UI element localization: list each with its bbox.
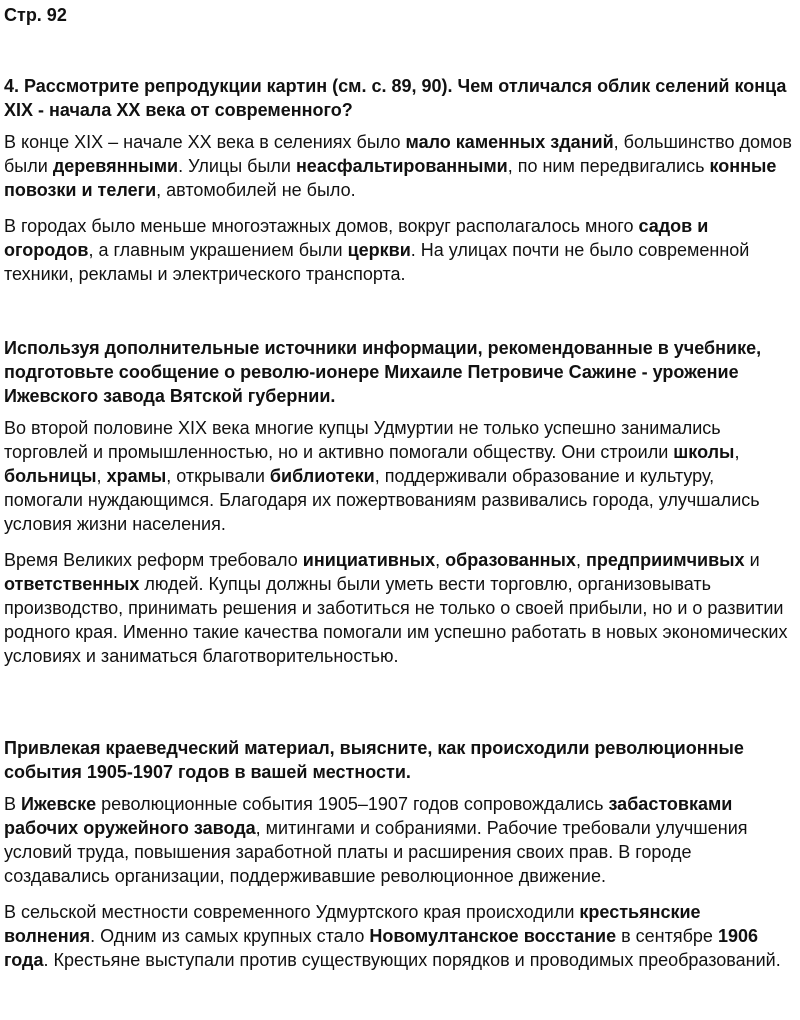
text-run: В городах было меньше многоэтажных домов, вокруг располагалось много bbox=[4, 216, 639, 236]
text-run: и bbox=[744, 550, 760, 570]
question-heading: Используя дополнительные источники информации, рекомендованные в учебнике, подготовьте сообщение о револю-ионере Михаиле Петровиче Сажине - урожение Ижевского завода Вятской губернии. bbox=[4, 338, 762, 406]
text-run: , bbox=[575, 550, 586, 570]
bold-text-run: предприимчивых bbox=[585, 550, 745, 570]
answer-paragraph bbox=[4, 548, 796, 668]
question-heading: Привлекая краеведческий материал, выясните, как происходили революционные события 1905-1907 годов в вашей местности. bbox=[4, 738, 744, 782]
bold-text-run: церкви bbox=[347, 240, 411, 260]
answer-paragraph bbox=[4, 416, 796, 536]
bold-text-run: неасфальтированными bbox=[295, 156, 508, 176]
bold-text-run: больницы bbox=[4, 466, 97, 486]
text-run: Во второй половине XIX века многие купцы Удмуртии не только успешно занимались торговлей и промышленностью, но и активно помогали обществу. Они строили bbox=[4, 418, 721, 462]
bold-text-run: образованных bbox=[445, 550, 576, 570]
text-run: , поддерживали образование и культуру, помогали нуждающимся. Благодаря их пожертвованиям развивались города, улучшались условия жизни населения. bbox=[4, 466, 760, 534]
answer-paragraph bbox=[4, 130, 796, 202]
bold-text-run: забастовками рабочих оружейного завода bbox=[4, 794, 733, 838]
text-run: . На улицах почти не было современной техники, рекламы и электрического транспорта. bbox=[4, 240, 750, 284]
text-run: Время Великих реформ требовало bbox=[4, 550, 303, 570]
answer-paragraph bbox=[4, 792, 796, 888]
bold-text-run: храмы bbox=[106, 466, 167, 486]
bold-text-run: инициативных bbox=[302, 550, 436, 570]
bold-text-run: деревянными bbox=[52, 156, 179, 176]
text-run: . Улицы были bbox=[178, 156, 296, 176]
text-run: , большинство домов были bbox=[4, 132, 792, 176]
bold-text-run: библиотеки bbox=[269, 466, 375, 486]
text-run: , bbox=[96, 466, 107, 486]
bold-text-run: Ижевске bbox=[21, 794, 97, 814]
section-1 bbox=[4, 74, 796, 298]
section-3 bbox=[4, 736, 796, 984]
text-run: , автомобилей не было. bbox=[156, 180, 356, 200]
page-number: Стр. 92 bbox=[4, 5, 67, 25]
text-run: . Крестьяне выступали против существующих порядков и проводимых преобразований. bbox=[43, 950, 781, 970]
text-run: в сентябре bbox=[616, 926, 718, 946]
text-run: , bbox=[435, 550, 446, 570]
text-run: В конце XIX – начале XX века в селениях было bbox=[4, 132, 406, 152]
bold-text-run: крестьянские волнения bbox=[4, 902, 701, 946]
text-run: В bbox=[4, 794, 22, 814]
question-heading: 4. Рассмотрите репродукции картин (см. с. 89, 90). Чем отличался облик селений конца XIX - начала XX века от современного? bbox=[4, 76, 787, 120]
text-run: , а главным украшением были bbox=[88, 240, 348, 260]
bold-text-run: ответственных bbox=[4, 574, 140, 594]
answer-paragraph bbox=[4, 214, 796, 286]
text-run: . Одним из самых крупных стало bbox=[90, 926, 370, 946]
text-run: революционные события 1905–1907 годов сопровождались bbox=[96, 794, 609, 814]
text-run: , bbox=[734, 442, 740, 462]
text-run: В сельской местности современного Удмуртского края происходили bbox=[4, 902, 580, 922]
bold-text-run: садов и огородов bbox=[4, 216, 709, 260]
answer-paragraph bbox=[4, 900, 796, 972]
bold-text-run: конные повозки и телеги bbox=[4, 156, 777, 200]
bold-text-run: Новомултанское восстание bbox=[369, 926, 617, 946]
text-run: , митингами и собраниями. Рабочие требовали улучшения условий труда, повышения заработной платы и расширения своих прав. В городе создавались организации, поддерживавшие революционное движение. bbox=[4, 818, 748, 886]
bold-text-run: 1906 года bbox=[4, 926, 758, 970]
text-run: людей. Купцы должны были уметь вести торговлю, организовывать производство, принимать решения и заботиться не только о своей прибыли, но и о развитии родного края. Именно такие качества помогали им успешно работать в новых экономических условиях и заниматься благотворительностью. bbox=[4, 574, 788, 666]
bold-text-run: школы bbox=[673, 442, 735, 462]
text-run: , по ним передвигались bbox=[507, 156, 710, 176]
bold-text-run: мало каменных зданий bbox=[405, 132, 614, 152]
text-run: , открывали bbox=[166, 466, 270, 486]
section-2 bbox=[4, 336, 796, 680]
